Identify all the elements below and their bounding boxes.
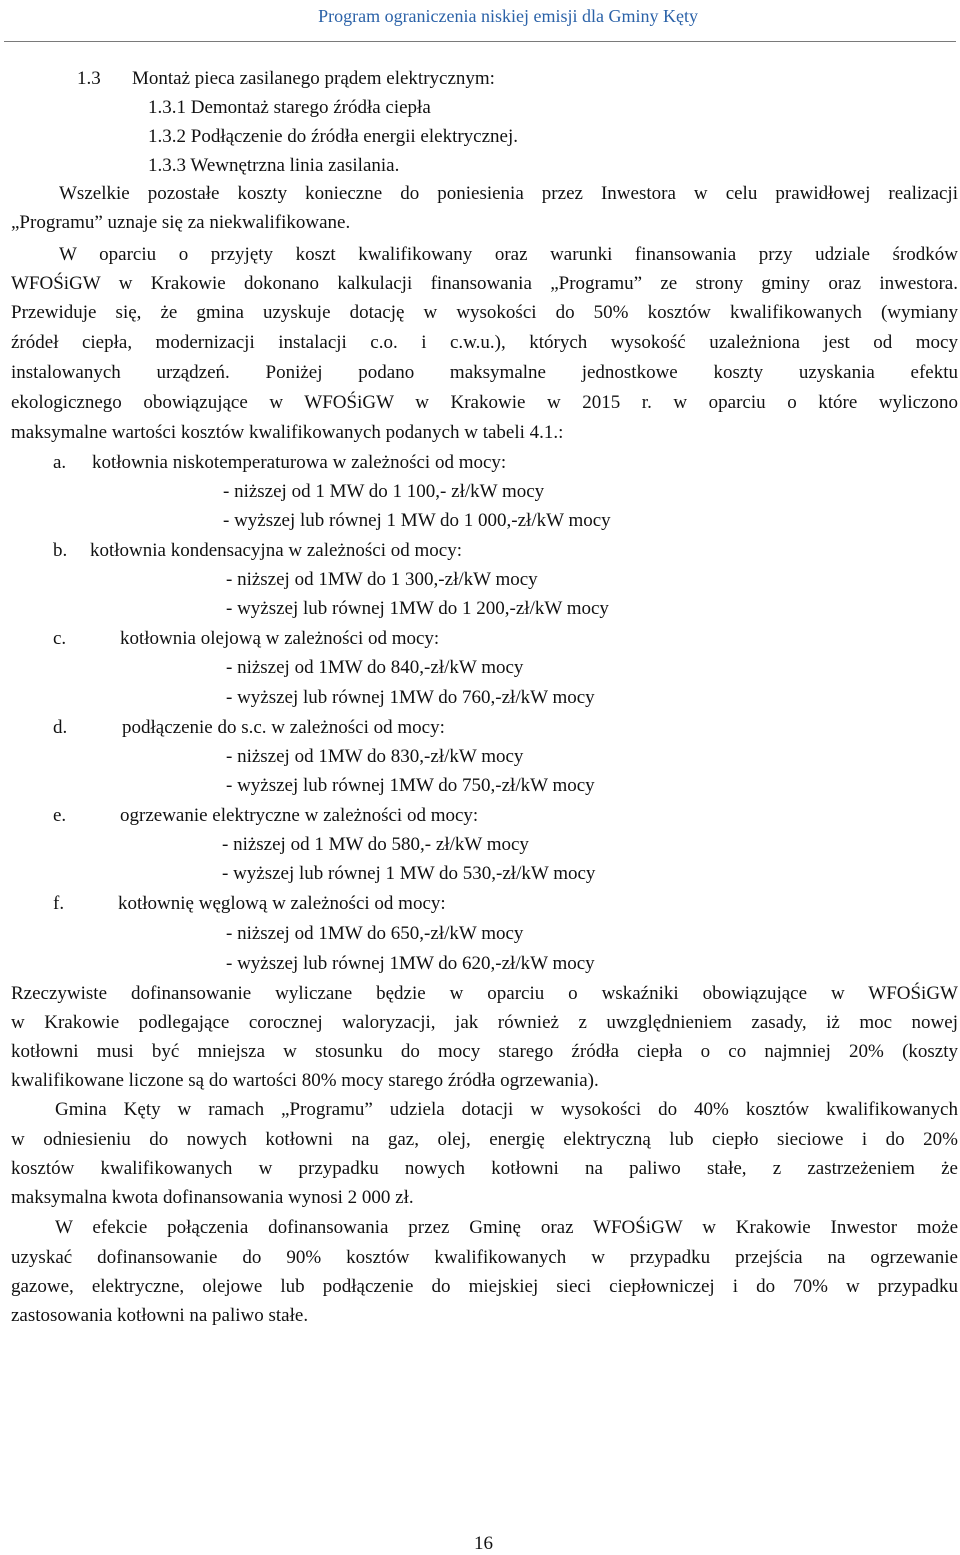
paragraph-line: W efekcie połączenia dofinansowania przez Gminę oraz WFOŚiGW w Krakowie Inwestor może bbox=[55, 1217, 958, 1238]
paragraph-line: kotłowni musi być mniejsza w stosunku do mocy starego źródła ciepła o co najmniej 20% (koszty bbox=[11, 1041, 958, 1062]
list-subitem: - niższej od 1 MW do 1 100,- zł/kW mocy bbox=[223, 481, 545, 502]
list-subitem: - niższej od 1 MW do 580,- zł/kW mocy bbox=[222, 834, 529, 855]
list-subitem: - niższej od 1MW do 1 300,-zł/kW mocy bbox=[226, 569, 538, 590]
list-item-title: kotłownię węglową w zależności od mocy: bbox=[118, 893, 446, 914]
paragraph-line: Wszelkie pozostałe koszty konieczne do poniesienia przez Inwestora w celu prawidłowej realizacji bbox=[59, 183, 958, 204]
page-number: 16 bbox=[474, 1533, 493, 1554]
section-number: 1.3 bbox=[77, 68, 101, 89]
paragraph-line: gazowe, elektryczne, olejowe lub podłączenie do miejskiej sieci ciepłowniczej i do 70% w przypadku bbox=[11, 1276, 958, 1297]
paragraph-line: kosztów kwalifikowanych w przypadku nowych kotłowni na paliwo stałe, z zastrzeżeniem że bbox=[11, 1158, 958, 1179]
list-subitem: - niższej od 1MW do 830,-zł/kW mocy bbox=[226, 746, 524, 767]
paragraph-line: instalowanych urządzeń. Poniżej podano maksymalne jednostkowe koszty uzyskania efektu bbox=[11, 362, 958, 383]
paragraph-line: Gmina Kęty w ramach „Programu” udziela dotacji w wysokości do 40% kosztów kwalifikowanych bbox=[55, 1099, 958, 1120]
list-subitem: - wyższej lub równej 1 MW do 1 000,-zł/kW mocy bbox=[223, 510, 611, 531]
list-subitem: - niższej od 1MW do 840,-zł/kW mocy bbox=[226, 657, 524, 678]
list-letter: b. bbox=[53, 540, 68, 561]
list-item-title: kotłownia niskotemperaturowa w zależności od mocy: bbox=[92, 452, 507, 473]
list-subitem: - wyższej lub równej 1MW do 750,-zł/kW mocy bbox=[226, 775, 595, 796]
paragraph-line: ekologicznego obowiązujące w WFOŚiGW w Krakowie w 2015 r. w oparciu o które wyliczono bbox=[11, 392, 958, 413]
list-letter: e. bbox=[53, 805, 67, 826]
paragraph-line: zastosowania kotłowni na paliwo stałe. bbox=[11, 1305, 309, 1326]
section-title: Montaż pieca zasilanego prądem elektrycznym: bbox=[132, 68, 495, 89]
list-item-title: kotłownia olejową w zależności od mocy: bbox=[120, 628, 440, 649]
running-header: Program ograniczenia niskiej emisji dla Gminy Kęty bbox=[318, 6, 698, 26]
list-letter: d. bbox=[53, 717, 68, 738]
list-subitem: - wyższej lub równej 1MW do 760,-zł/kW mocy bbox=[226, 687, 595, 708]
header-rule bbox=[4, 41, 956, 42]
paragraph-line: w odniesieniu do nowych kotłowni na gaz, olej, energię elektryczną lub ciepło sieciowe i do 20% bbox=[11, 1129, 958, 1150]
paragraph-line: maksymalne wartości kosztów kwalifikowanych podanych w tabeli 4.1.: bbox=[11, 422, 564, 443]
list-subitem: - wyższej lub równej 1MW do 620,-zł/kW mocy bbox=[226, 953, 595, 974]
paragraph-line: kwalifikowane liczone są do wartości 80% mocy starego źródła ogrzewania). bbox=[11, 1070, 599, 1091]
paragraph-line: uzyskać dofinansowanie do 90% kosztów kwalifikowanych w przypadku przejścia na ogrzewanie bbox=[11, 1247, 958, 1268]
list-subitem: - wyższej lub równej 1 MW do 530,-zł/kW mocy bbox=[222, 863, 596, 884]
list-letter: c. bbox=[53, 628, 67, 649]
list-subitem: - niższej od 1MW do 650,-zł/kW mocy bbox=[226, 923, 524, 944]
paragraph-line: Przewiduje się, że gmina uzyskuje dotację w wysokości do 50% kosztów kwalifikowanych (wymiany bbox=[11, 302, 958, 323]
paragraph-line: źródeł ciepła, modernizacji instalacji c.o. i c.w.u.), których wysokość uzależniona jest od mocy bbox=[11, 332, 958, 353]
list-item-title: podłączenie do s.c. w zależności od mocy: bbox=[122, 717, 445, 738]
paragraph-line: w Krakowie podlegające corocznej waloryzacji, jak również z uwzględnieniem zasady, iż moc nowej bbox=[11, 1012, 958, 1033]
list-item-title: ogrzewanie elektryczne w zależności od mocy: bbox=[120, 805, 479, 826]
paragraph-line: WFOŚiGW w Krakowie dokonano kalkulacji finansowania „Programu” ze strony gminy oraz inwestora. bbox=[11, 273, 958, 294]
paragraph-line: W oparciu o przyjęty koszt kwalifikowany oraz warunki finansowania przy udziale środków bbox=[59, 244, 958, 265]
section-item: 1.3.1 Demontaż starego źródła ciepła bbox=[148, 97, 431, 118]
section-item: 1.3.2 Podłączenie do źródła energii elektrycznej. bbox=[148, 126, 518, 147]
paragraph-line: Rzeczywiste dofinansowanie wyliczane będzie w oparciu o wskaźniki obowiązujące w WFOŚiGW bbox=[11, 983, 958, 1004]
list-subitem: - wyższej lub równej 1MW do 1 200,-zł/kW mocy bbox=[226, 598, 609, 619]
list-letter: a. bbox=[53, 452, 67, 473]
list-item-title: kotłownia kondensacyjna w zależności od mocy: bbox=[90, 540, 462, 561]
paragraph-line: „Programu” uznaje się za niekwalifikowane. bbox=[11, 212, 351, 233]
paragraph-line: maksymalna kwota dofinansowania wynosi 2 000 zł. bbox=[11, 1187, 414, 1208]
list-letter: f. bbox=[53, 893, 65, 914]
section-item: 1.3.3 Wewnętrzna linia zasilania. bbox=[148, 155, 400, 176]
